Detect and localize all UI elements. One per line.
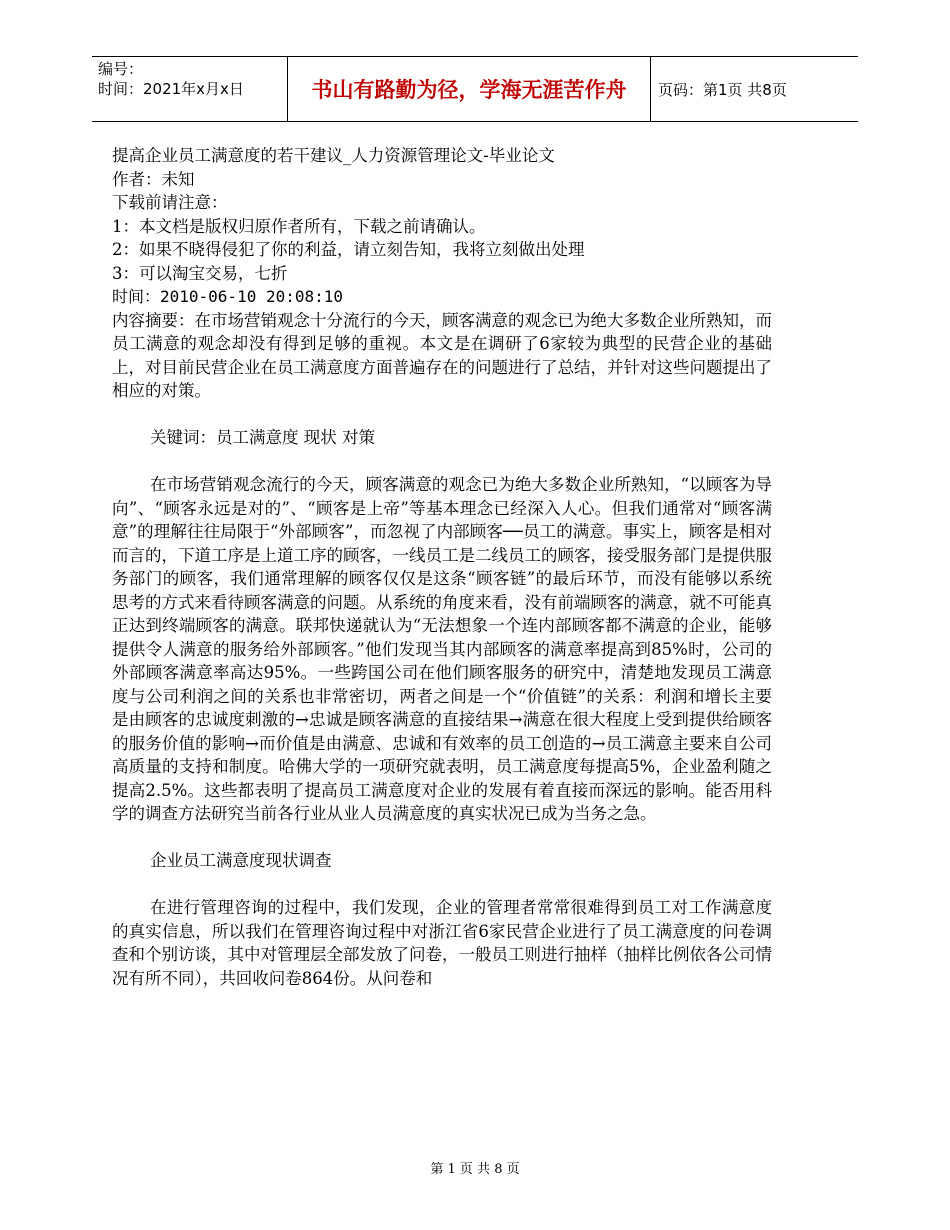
header-page-info: 页码：第1页 共8页 (658, 81, 787, 99)
header-motto: 书山有路勤为径，学海无涯苦作舟 (287, 57, 651, 121)
article-title: 提高企业员工满意度的若干建议_人力资源管理论文-毕业论文 (112, 146, 555, 165)
body-paragraph: 在市场营销观念流行的今天，顾客满意的观念已为绝大多数企业所熟知，“以顾客为导向”、“顾客永远是对的”、“顾客是上帝”等基本理念已经深入人心。但我们通常对“顾客满意”的理解往往局限于“外部顾客”，而忽视了内部顾客──员工的满意。事实上，顾客是相对而言的，下道工序是上道工序的顾客，一线员工是二线员工的顾客，接受服务部门是提供服务部门的顾客，我们通常理解的顾客仅仅是这条“顾客链”的最后环节，而没有能够以系统思考的方式来看待顾客满意的问题。从系统的角度来看，没有前端顾客的满意，就不可能真正达到终端顾客的满意。联邦快递就认为“无法想象一个连内部顾客都不满意的企业，能够提供令人满意的服务给外部顾客。”他们发现当其内部顾客的满意率提高到85%时，公司的外部顾客满意率高达95%。一些跨国公司在他们顾客服务的研究中，清楚地发现员工满意度与公司利润之间的关系也非常密切，两者之间是一个“价值链”的关系：利润和增长主要是由顾客的忠诚度刺激的→忠诚是顾客满意的直接结果→满意在很大程度上受到提供给顾客的服务价值的影响→而价值是由满意、忠诚和有效率的员工创造的→员工满意主要来自公司高质量的支持和制度。哈佛大学的一项研究就表明，员工满意度每提高5%，企业盈利随之提高2.5%。这些都表明了提高员工满意度对企业的发展有着直接而深远的影响。能否用科学的调查方法研究当前各行业从业人员满意度的真实状况已成为当务之急。 (112, 475, 772, 823)
abstract: 内容摘要：在市场营销观念十分流行的今天，顾客满意的观念已为绝大多数企业所熟知，而员工满意的观念却没有得到足够的重视。本文是在调研了6家较为典型的民营企业的基础上，对目前民营企业在员工满意度方面普遍存在的问题进行了总结，并针对这些问题提出了相应的对策。 (112, 310, 772, 400)
notice-heading: 下载前请注意： (112, 193, 228, 212)
header-meta (98, 59, 244, 99)
notice-item: 3：可以淘宝交易，七折 (112, 263, 288, 283)
doc-number: 编号： (98, 60, 144, 78)
section-heading: 企业员工满意度现状调查 (150, 851, 332, 870)
page-footer: 第 1 页 共 8 页 (430, 1162, 520, 1177)
body-paragraph: 在进行管理咨询的过程中，我们发现，企业的管理者常常很难得到员工对工作满意度的真实信息，所以我们在管理咨询过程中对浙江省6家民营企业进行了员工满意度的问卷调查和个别访谈，其中对管理层全部发放了问卷，一般员工则进行抽样（抽样比例依各公司情况有所不同），共回收问卷864份。从问卷和 (112, 898, 772, 988)
keywords: 关键词：员工满意度 现状 对策 (150, 428, 375, 447)
article-time: 时间：2010-06-10 20:08:10 (112, 287, 344, 306)
article-body (112, 144, 772, 990)
doc-date: 时间：2021年x月x日 (98, 80, 244, 98)
page-header (92, 56, 858, 122)
notice-item: 1：本文档是版权归原作者所有，下载之前请确认。 (112, 216, 486, 236)
article-author: 作者：未知 (112, 169, 195, 189)
notice-item: 2：如果不晓得侵犯了你的利益，请立刻告知，我将立刻做出处理 (112, 240, 585, 259)
